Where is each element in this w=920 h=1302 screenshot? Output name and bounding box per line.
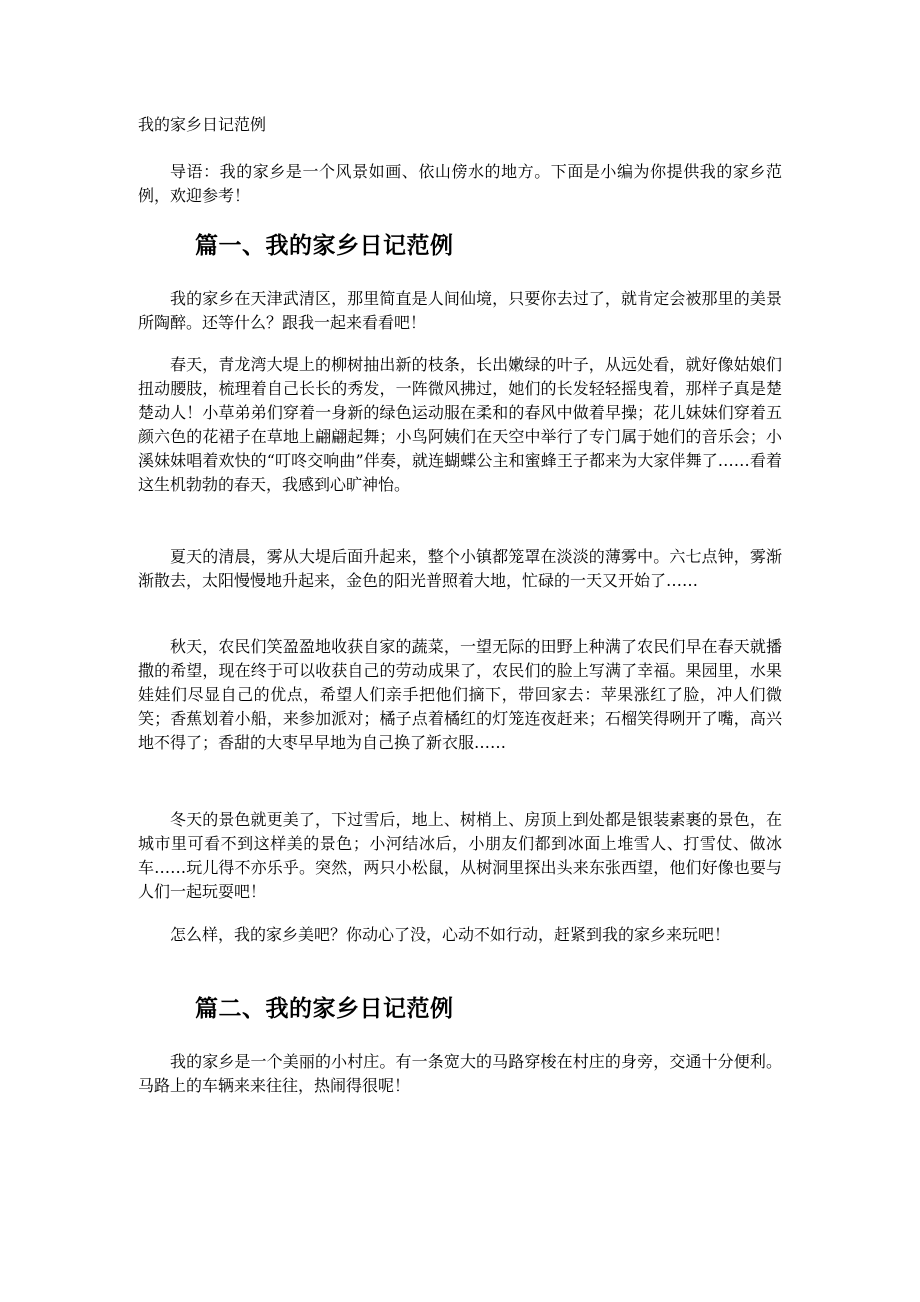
section-2-heading: 篇二、我的家乡日记范例 — [195, 995, 454, 1022]
intro-paragraph: 导语：我的家乡是一个风景如画、依山傍水的地方。下面是小编为你提供我的家乡范例，欢迎参考！ — [138, 162, 782, 205]
section-1-paragraph-3: 夏天的清晨，雾从大堤后面升起来，整个小镇都笼罩在淡淡的薄雾中。六七点钟，雾渐渐散去，太阳慢慢地升起来，金色的阳光普照着大地，忙碌的一天又开始了…… — [138, 547, 782, 590]
section-1-paragraph-2: 春天，青龙湾大堤上的柳树抽出新的枝条，长出嫩绿的叶子，从远处看，就好像姑娘们扭动腰肢，梳理着自己长长的秀发，一阵微风拂过，她们的长发轻轻摇曳着，那样子真是楚楚动人！小草弟弟们穿着一身新的绿色运动服在柔和的春风中做着早操；花儿妹妹们穿着五颜六色的花裙子在草地上翩翩起舞；小鸟阿姨们在天空中举行了专门属于她们的音乐会；小溪妹妹唱着欢快的“叮咚交响曲”伴奏，就连蝴蝶公主和蜜蜂王子都来为大家伴舞了……看着这生机勃勃的春天，我感到心旷神怡。 — [138, 355, 782, 494]
section-2-paragraph-1: 我的家乡是一个美丽的小村庄。有一条宽大的马路穿梭在村庄的身旁，交通十分便利。马路上的车辆来来往往，热闹得很呢！ — [138, 1052, 782, 1095]
section-1-heading: 篇一、我的家乡日记范例 — [195, 232, 454, 259]
section-1-paragraph-4: 秋天，农民们笑盈盈地收获自家的蔬菜，一望无际的田野上种满了农民们早在春天就播撒的希望，现在终于可以收获自己的劳动成果了，农民们的脸上写满了幸福。果园里，水果娃娃们尽显自己的优点，希望人们亲手把他们摘下，带回家去：苹果涨红了脸，冲人们微笑；香蕉划着小船，来参加派对；橘子点着橘红的灯笼连夜赶来；石榴笑得咧开了嘴，高兴地不得了；香甜的大枣早早地为自己换了新衣服…… — [138, 637, 782, 752]
section-1-paragraph-5: 冬天的景色就更美了，下过雪后，地上、树梢上、房顶上到处都是银装素裹的景色，在城市里可看不到这样美的景色；小河结冰后，小朋友们都到冰面上堆雪人、打雪仗、做冰车……玩儿得不亦乐乎。突然，两只小松鼠，从树洞里探出头来东张西望，他们好像也要与人们一起玩耍吧！ — [138, 810, 782, 901]
document-title: 我的家乡日记范例 — [138, 115, 267, 134]
section-1-paragraph-6: 怎么样，我的家乡美吧？你动心了没，心动不如行动，赶紧到我的家乡来玩吧！ — [170, 925, 731, 944]
section-1-paragraph-1: 我的家乡在天津武清区，那里简直是人间仙境，只要你去过了，就肯定会被那里的美景所陶醉。还等什么？跟我一起来看看吧！ — [138, 289, 782, 332]
